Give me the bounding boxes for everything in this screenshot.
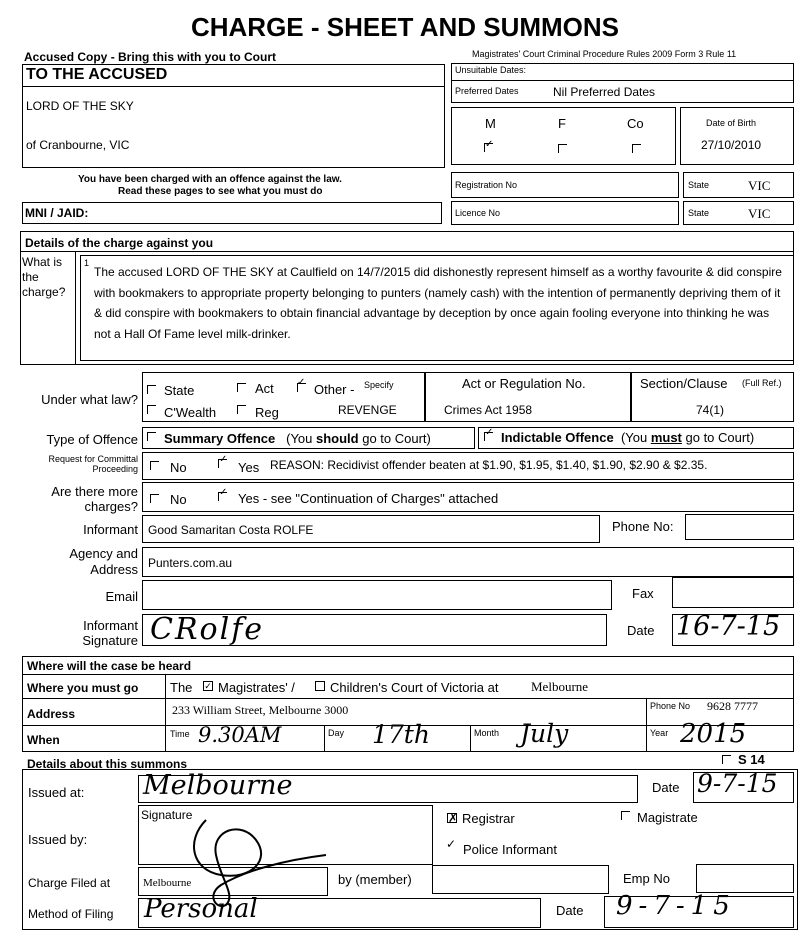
rules-reference: Magistrates' Court Criminal Procedure Rules 2009 Form 3 Rule 11 [472, 49, 737, 59]
committal-reason: REASON: Recidivist offender beaten at $1.90, $1.95, $1.40, $1.90, $2.90 & $2.35. [270, 458, 708, 472]
sex-co-checkbox[interactable] [632, 144, 641, 153]
committal-label: Request for Committal Proceeding [48, 454, 138, 474]
hearing-day: 17th [372, 720, 430, 749]
registrar-checkbox[interactable]: ✗ [448, 811, 459, 825]
more-charges-no-label: No [170, 492, 187, 507]
preferred-dates-label: Preferred Dates [455, 86, 519, 96]
charge-filed-label: Charge Filed at [28, 876, 111, 890]
s14-checkbox[interactable] [722, 755, 731, 764]
summary-offence-text: Summary Offence (You should go to Court) [164, 431, 431, 446]
method-filing-label: Method of Filing [28, 907, 114, 921]
law-act-label: Act [255, 381, 274, 396]
mni-label: MNI / JAID: [25, 206, 89, 220]
committal-no-checkbox[interactable] [150, 461, 159, 470]
offence-type-label: Type of Offence [46, 432, 138, 447]
method-date-label: Date [556, 903, 584, 918]
fax-label: Fax [632, 586, 654, 601]
hearing-time: 9.30AM [198, 723, 282, 747]
signature-label: Informant Signature [82, 618, 138, 648]
committal-yes-label: Yes [238, 460, 260, 475]
court-location: Melbourne [531, 679, 589, 694]
informant-signature: CRolfe [150, 612, 265, 647]
time-label: Time [170, 729, 190, 739]
informant-date-label: Date [627, 623, 655, 638]
accused-name: LORD OF THE SKY [26, 99, 134, 113]
more-charges-yes-label: Yes - see "Continuation of Charges" attached [238, 491, 499, 506]
issued-at-value: Melbourne [143, 770, 293, 801]
law-cwealth-label: C'Wealth [164, 405, 217, 420]
what-is-charge-label: What is the charge? [22, 255, 66, 299]
court-phone-label: Phone No [650, 701, 691, 711]
method-filing-value: Personal [144, 894, 258, 924]
page-title: CHARGE - SHEET AND SUMMONS [190, 12, 620, 42]
issued-by-label: Issued by: [28, 832, 88, 847]
summons-heading: Details about this summons [27, 757, 188, 771]
summary-offence-checkbox[interactable] [147, 432, 156, 441]
hearing-heading: Where will the case be heard [27, 659, 192, 673]
law-reg-checkbox[interactable] [237, 405, 246, 414]
sex-m-label: M [485, 116, 496, 131]
law-label: Under what law? [41, 392, 138, 407]
informant-label: Informant [83, 522, 138, 537]
more-charges-yes-mark: ✓ [219, 487, 228, 498]
registrar-label: Registrar [462, 811, 515, 826]
licence-state-label: State [688, 208, 710, 218]
summons-date-label: Date [652, 780, 680, 795]
notice-line-1: You have been charged with an offence against the law. [78, 174, 342, 185]
year-label: Year [650, 728, 669, 738]
agency-field[interactable] [142, 547, 794, 577]
notice-line-2: Read these pages to see what you must do [118, 186, 323, 197]
dob-value: 27/10/2010 [701, 138, 762, 152]
law-state-label: State [164, 383, 195, 398]
law-cwealth-checkbox[interactable] [147, 405, 156, 414]
sex-co-label: Co [627, 116, 644, 131]
when-label: When [27, 733, 60, 747]
more-charges-no-checkbox[interactable] [150, 494, 159, 503]
law-other-label: Other - [314, 382, 355, 397]
law-other-mark: ✓ [297, 377, 306, 388]
indictable-offence-mark: ✓ [485, 427, 494, 438]
childrens-label: Children's Court of Victoria at [330, 680, 499, 695]
law-specify: Specify [364, 380, 394, 390]
unsuitable-dates-label: Unsuitable Dates: [455, 65, 527, 75]
hearing-the: The [170, 680, 193, 695]
more-charges-label: Are there more charges? [51, 484, 138, 514]
agency-value: Punters.com.au [148, 556, 233, 570]
law-reg-label: Reg [255, 405, 279, 420]
magistrate-checkbox[interactable] [621, 811, 630, 820]
committal-yes-mark: ✓ [219, 454, 228, 465]
magistrates-checkbox[interactable]: ✓ [204, 681, 212, 691]
emp-no-field[interactable] [696, 864, 794, 893]
method-date: 9-7-15 [616, 891, 736, 921]
sex-f-checkbox[interactable] [558, 144, 567, 153]
magistrate-label: Magistrate [637, 810, 698, 825]
court-address: 233 William Street, Melbourne 3000 [172, 703, 349, 717]
licence-label: Licence No [455, 208, 501, 218]
registration-state-label: State [688, 180, 710, 190]
fax-field[interactable] [672, 577, 794, 608]
section-label: Section/Clause [640, 376, 728, 391]
summons-signature-label: Signature [141, 808, 193, 822]
to-accused-heading: TO THE ACCUSED [26, 66, 168, 83]
committal-no-label: No [170, 460, 187, 475]
section-full-ref: (Full Ref.) [742, 378, 782, 388]
summons-date: 9-7-15 [697, 769, 778, 798]
charge-filed-value: Melbourne [143, 877, 192, 889]
licence-state-value: VIC [748, 206, 771, 221]
dob-box [680, 107, 794, 165]
by-member-label: by (member) [338, 872, 412, 887]
by-member-field[interactable] [432, 865, 609, 894]
hearing-month: July [520, 719, 569, 748]
section-value: 74(1) [696, 403, 725, 417]
law-other-value: REVENGE [338, 403, 397, 417]
month-label: Month [474, 728, 500, 738]
magistrates-label: Magistrates' / [218, 680, 295, 695]
law-state-checkbox[interactable] [147, 385, 156, 394]
preferred-dates-value: Nil Preferred Dates [553, 85, 656, 99]
registration-state-value: VIC [748, 178, 771, 193]
childrens-checkbox[interactable] [315, 681, 325, 691]
email-field[interactable] [142, 580, 612, 610]
issued-at-label: Issued at: [28, 785, 85, 800]
agency-label: Agency and Address [69, 546, 138, 577]
hearing-year: 2015 [680, 719, 747, 749]
law-act-checkbox[interactable] [237, 383, 246, 392]
charge-number: 1 [84, 258, 90, 268]
charge-details-heading: Details of the charge against you [25, 236, 214, 250]
accused-address: of Cranbourne, VIC [26, 138, 130, 152]
sex-f-label: F [558, 116, 566, 131]
police-mark: ✓ [446, 837, 457, 851]
police-informant-label: Police Informant [463, 842, 557, 857]
sex-m-mark: ✓ [485, 139, 494, 150]
address-label: Address [27, 707, 76, 721]
act-regulation-label: Act or Regulation No. [462, 376, 586, 391]
informant-value: Good Samaritan Costa ROLFE [148, 523, 314, 537]
s14-label: S 14 [738, 752, 765, 767]
email-label: Email [105, 589, 138, 604]
phone-field[interactable] [685, 514, 794, 540]
charge-text: The accused LORD OF THE SKY at Caulfield on 14/7/2015 did dishonestly represent himself as a worthy favourite & did conspire with bookmakers to appropriate property belonging to punters (namely cash) with the intention of permanently depriving them of it & did conspire with bookmakers to obtain financial advantage by deception by once again fooling everyone into thinking he was not a Hall Of Fame level milk-drinker. [94, 265, 782, 341]
registration-label: Registration No [455, 180, 518, 190]
phone-label: Phone No: [612, 519, 674, 534]
court-phone-value: 9628 7777 [707, 699, 758, 713]
indictable-offence-text: Indictable Offence (You must go to Court) [501, 430, 755, 445]
emp-no-label: Emp No [623, 871, 670, 886]
act-regulation-value: Crimes Act 1958 [444, 403, 533, 417]
day-label: Day [328, 728, 345, 738]
dob-label: Date of Birth [706, 118, 757, 128]
where-must-go-label: Where you must go [27, 681, 139, 695]
informant-date: 16-7-15 [676, 611, 781, 642]
accused-copy-note: Accused Copy - Bring this with you to Court [24, 50, 276, 64]
